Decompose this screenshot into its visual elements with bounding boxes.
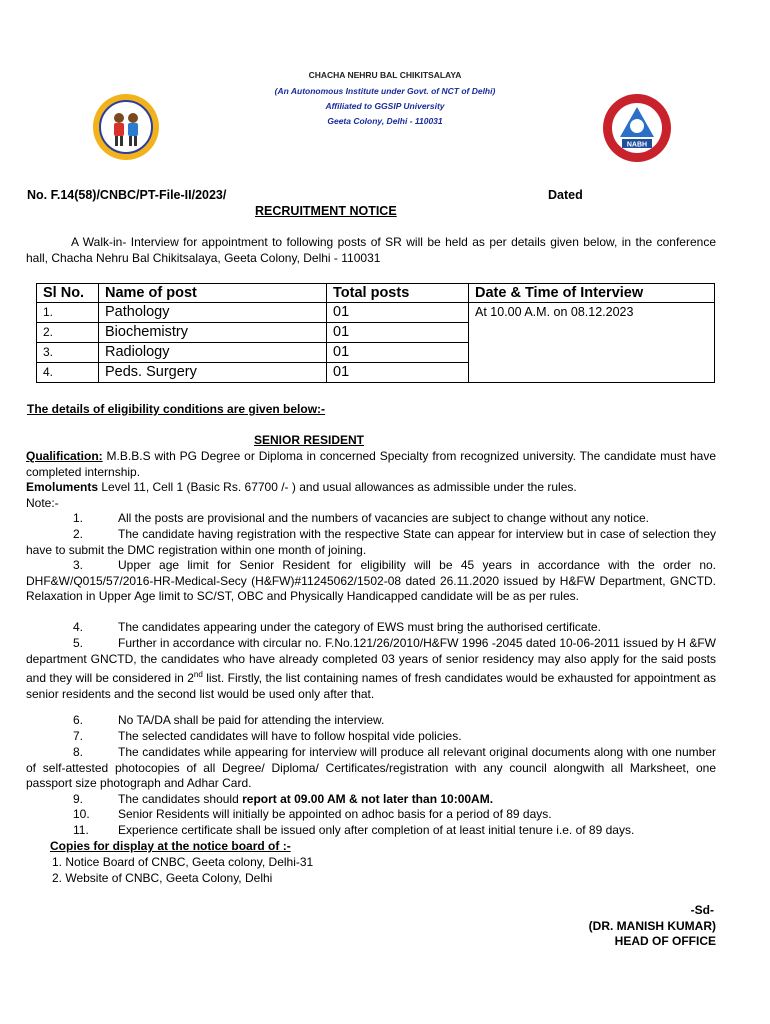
qualification-paragraph (26, 449, 716, 480)
post-cell: Peds. Surgery (99, 363, 327, 383)
institute-name: CHACHA NEHRU BAL CHIKITSALAYA (308, 70, 462, 80)
note-item (26, 729, 716, 745)
note-number: 7. (73, 729, 84, 743)
note-item (26, 527, 716, 558)
institute-affiliation: Affiliated to GGSIP University (325, 101, 445, 111)
note-text: Experience certificate shall be issued only after completion of at least initial tenure i.e. of 89 days. (118, 823, 635, 837)
note-item (26, 823, 716, 839)
copies-item: 1. Notice Board of CNBC, Geeta colony, Delhi-31 (52, 855, 314, 869)
table-header-row (37, 284, 715, 303)
note-text: All the posts are provisional and the numbers of vacancies are subject to change without any notice. (118, 511, 649, 525)
note-item (26, 792, 716, 808)
post-cell: Radiology (99, 343, 327, 363)
note-bold-text: report at 09.00 AM & not later than 10:00AM. (242, 792, 494, 806)
note-item (26, 558, 716, 605)
institute-subtitle: (An Autonomous Institute under Govt. of NCT of Delhi) (274, 86, 496, 96)
copies-heading: Copies for display at the notice board of :- (50, 839, 291, 853)
note-item (26, 807, 716, 823)
note-number: 10. (73, 807, 90, 821)
note-item (26, 745, 716, 792)
note-number: 8. (73, 745, 84, 759)
note-text: The candidate having registration with the respective State can appear for interview but in case of selection they have to submit the DMC registration within one month of joining. (26, 527, 716, 557)
header-name-of-post: Name of post (99, 284, 327, 303)
note-text: The candidates should (118, 792, 243, 806)
post-cell: Pathology (99, 303, 327, 323)
note-number: 6. (73, 713, 84, 727)
qualification-label: Qualification: (26, 449, 103, 463)
total-cell: 01 (327, 343, 469, 363)
total-cell: 01 (327, 303, 469, 323)
nabh-logo-icon (602, 93, 672, 163)
signatory-name: (DR. MANISH KUMAR) (588, 919, 716, 933)
note-text: The selected candidates will have to follow hospital vide policies. (118, 729, 462, 743)
header-sl-no: Sl No. (37, 284, 99, 303)
note-text: Upper age limit for Senior Resident for eligibility will be 45 years in accordance with the order no. DHF&W/Q015/57/2016-HR-Medical-Secy (H&FW)#11245062/1502-08 dated 26.11.2020 issued by H&FW Department, GNCTD. Relaxation in Upper Age limit to SC/ST, OBC and Physically Handicapped candidate will be as per rules. (26, 558, 716, 603)
emoluments-text: Level 11, Cell 1 (Basic Rs. 67700 /- ) and usual allowances as admissible under the rules. (98, 480, 577, 494)
total-cell: 01 (327, 363, 469, 383)
signatory-designation: HEAD OF OFFICE (614, 934, 716, 948)
post-cell: Biochemistry (99, 323, 327, 343)
note-number: 1. (73, 511, 84, 525)
note-superscript: nd (193, 670, 203, 679)
dated-label: Dated (548, 188, 583, 202)
total-cell: 01 (327, 323, 469, 343)
sl-no-cell: 2. (37, 323, 99, 343)
note-text: No TA/DA shall be paid for attending the interview. (118, 713, 385, 727)
senior-resident-heading: SENIOR RESIDENT (254, 433, 365, 447)
sl-no-cell: 4. (37, 363, 99, 383)
note-item (26, 620, 716, 636)
note-item (26, 636, 716, 702)
note-item (26, 713, 716, 729)
note-number: 4. (73, 620, 84, 634)
header-total-posts: Total posts (327, 284, 469, 303)
header-interview-date: Date & Time of Interview (469, 284, 715, 303)
note-item (26, 511, 716, 527)
nabh-logo-text: NABH (626, 141, 648, 149)
note-number: 9. (73, 792, 84, 806)
sl-no-cell: 3. (37, 343, 99, 363)
qualification-text: M.B.B.S with PG Degree or Diploma in concerned Specialty from recognized university. The candidate must have completed internship. (26, 449, 716, 479)
reference-number: No. F.14(58)/CNBC/PT-File-II/2023/ (27, 188, 227, 202)
note-text: Senior Residents will initially be appointed on adhoc basis for a period of 89 days. (118, 807, 552, 821)
note-text: The candidates while appearing for interview will produce all relevant original documents along with one number of self-attested photocopies of all Degree/ Diploma/ Certificates/registration with any council alongwith all Marksheet, one passport size photograph and Adhar Card. (26, 745, 716, 790)
table-row (37, 303, 715, 323)
notice-title: RECRUITMENT NOTICE (255, 204, 397, 218)
note-number: 11. (73, 823, 89, 837)
emoluments-label: Emoluments (26, 480, 99, 494)
note-text-b: list. Firstly, the list containing names of fresh candidates would be exhausted for appointment as senior residents and the second list would be used only after that. (26, 671, 717, 701)
posts-table (36, 283, 715, 383)
cnbc-logo-icon (92, 93, 160, 161)
sl-no-cell: 1. (37, 303, 99, 323)
institute-address: Geeta Colony, Delhi - 110031 (327, 116, 443, 126)
eligibility-heading: The details of eligibility conditions are given below:- (27, 402, 326, 416)
note-number: 3. (73, 558, 84, 572)
interview-datetime-cell: At 10.00 A.M. on 08.12.2023 (469, 303, 715, 383)
copies-item: 2. Website of CNBC, Geeta Colony, Delhi (52, 871, 273, 885)
signature-sd: -Sd- (690, 903, 714, 917)
note-number: 2. (73, 527, 84, 541)
note-text: The candidates appearing under the category of EWS must bring the authorised certificate. (118, 620, 601, 634)
note-label: Note:- (26, 496, 59, 510)
emoluments-paragraph (26, 480, 716, 496)
note-text-a: Further in accordance with circular no. F.No.121/26/2010/H&FW 1996 -2045 dated 10-06-2011 issued by H &FW department GNCTD, the candidates who have already completed 03 years of senior residency may also apply for the said posts and they will be considered in 2 (26, 636, 716, 685)
intro-paragraph: A Walk-in- Interview for appointment to following posts of SR will be held as per details given below, in the conference hall, Chacha Nehru Bal Chikitsalaya, Geeta Colony, Delhi - 110031 (26, 235, 716, 265)
note-number: 5. (73, 636, 84, 650)
